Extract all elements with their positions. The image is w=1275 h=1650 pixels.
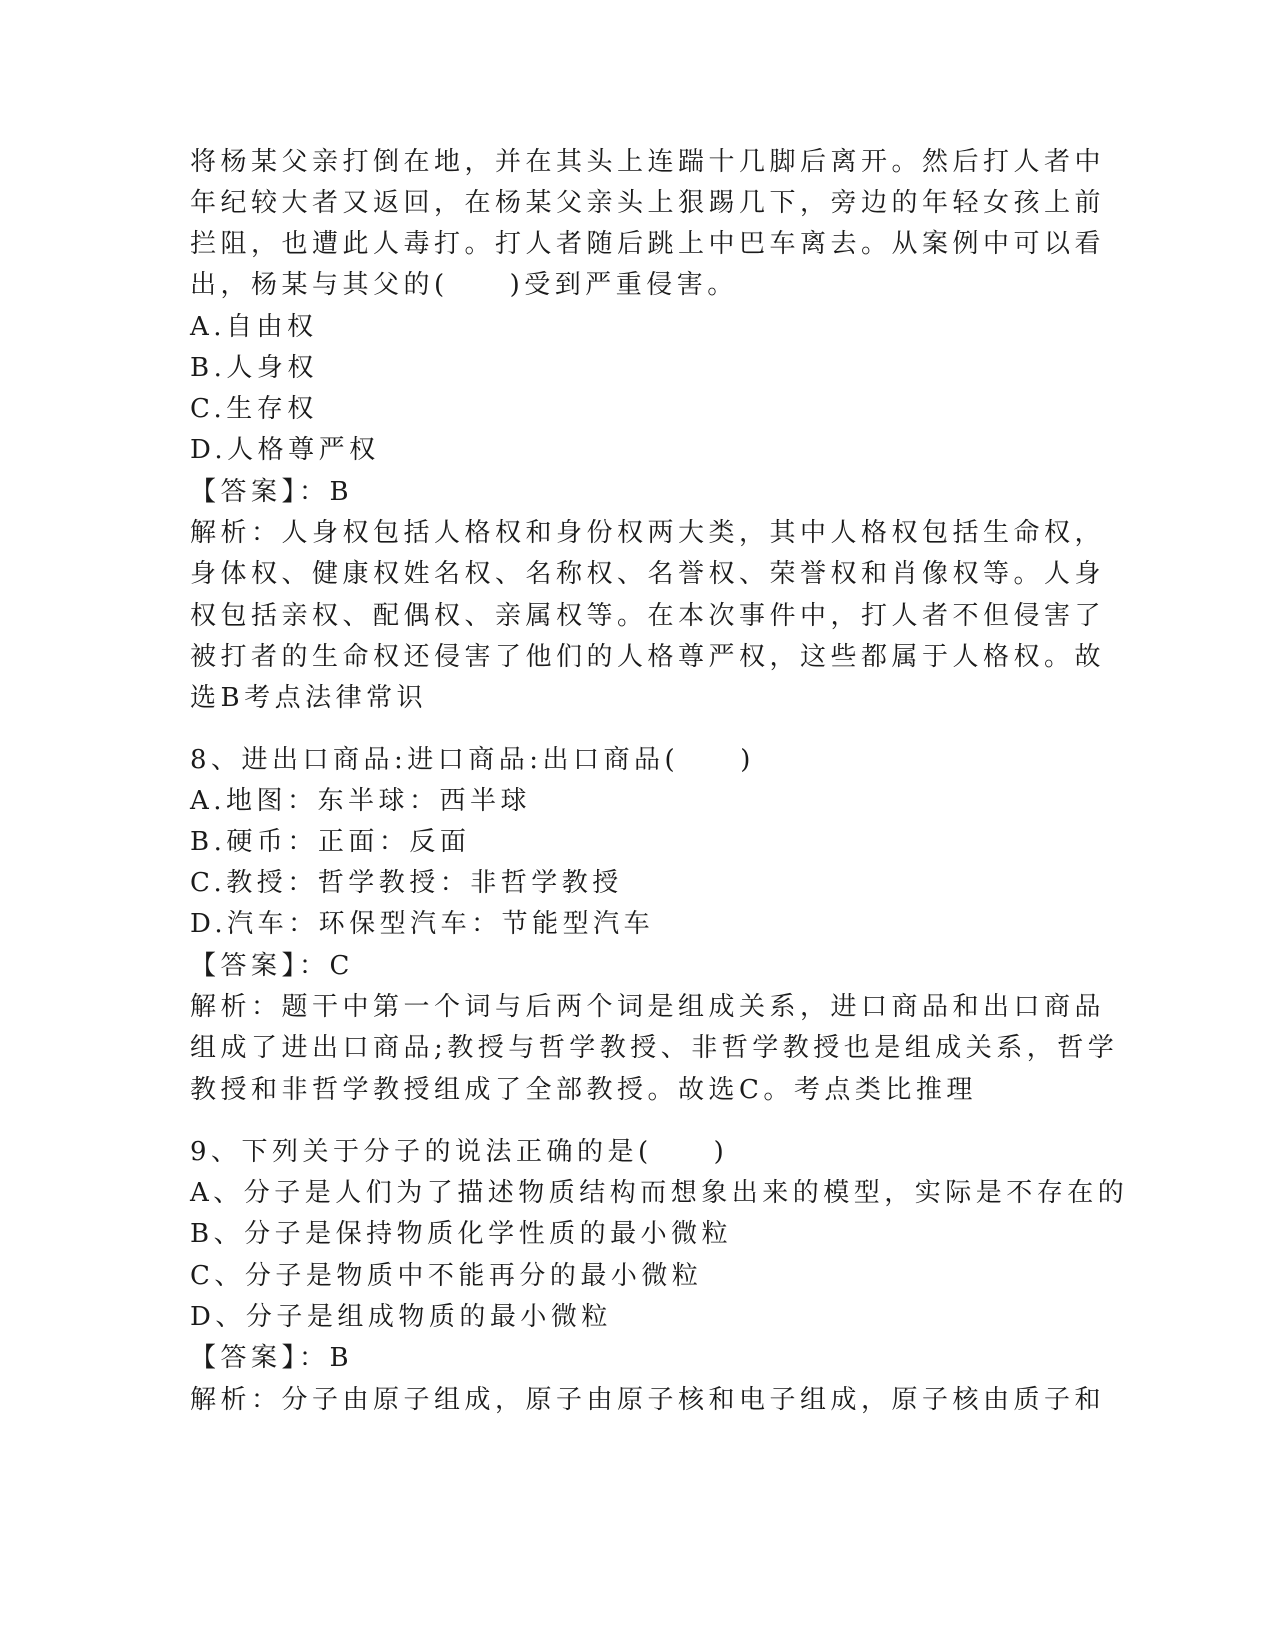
question-8-analysis-line: 解析：题干中第一个词与后两个词是组成关系，进口商品和出口商品 [190, 992, 1106, 1022]
question-7-analysis-line: 权包括亲权、配偶权、亲属权等。在本次事件中，打人者不但侵害了 [190, 601, 1106, 631]
question-7-stem-line: 将杨某父亲打倒在地，并在其头上连踹十几脚后离开。然后打人者中 [190, 147, 1106, 177]
question-8-stem: 8、进出口商品:进口商品:出口商品( ) [190, 745, 755, 775]
question-7-analysis-line: 选B考点法律常识 [190, 683, 428, 713]
question-8-option-d: D.汽车：环保型汽车：节能型汽车 [190, 909, 655, 939]
question-8-answer: 【答案】：C [190, 951, 354, 981]
question-7-analysis-line: 被打者的生命权还侵害了他们的人格尊严权，这些都属于人格权。故 [190, 642, 1106, 672]
question-9-option-a: A、分子是人们为了描述物质结构而想象出来的模型，实际是不存在的 [190, 1178, 1129, 1208]
question-9-option-d: D、分子是组成物质的最小微粒 [190, 1302, 612, 1332]
question-7-analysis-line: 身体权、健康权姓名权、名称权、名誉权、荣誉权和肖像权等。人身 [190, 559, 1106, 589]
question-7-option-d: D.人格尊严权 [190, 435, 380, 465]
question-9-analysis-line: 解析：分子由原子组成，原子由原子核和电子组成，原子核由质子和 [190, 1385, 1106, 1415]
question-8-option-b: B.硬币：正面：反面 [190, 827, 471, 857]
question-9-answer: 【答案】：B [190, 1343, 354, 1373]
question-7-option-a: A.自由权 [190, 312, 318, 342]
question-8-option-c: C.教授：哲学教授：非哲学教授 [190, 868, 623, 898]
question-7-stem-line: 年纪较大者又返回，在杨某父亲头上狠踢几下，旁边的年轻女孩上前 [190, 188, 1106, 218]
question-8-analysis-line: 组成了进出口商品;教授与哲学教授、非哲学教授也是组成关系，哲学 [190, 1033, 1119, 1063]
question-7-analysis-line: 解析：人身权包括人格权和身份权两大类，其中人格权包括生命权， [190, 518, 1106, 548]
question-9-option-b: B、分子是保持物质化学性质的最小微粒 [190, 1219, 733, 1249]
question-7-option-b: B.人身权 [190, 353, 318, 383]
question-7-answer: 【答案】：B [190, 477, 354, 507]
question-8-analysis-line: 教授和非哲学教授组成了全部教授。故选C。考点类比推理 [190, 1075, 977, 1105]
question-7-stem-line: 拦阻，也遭此人毒打。打人者随后跳上中巴车离去。从案例中可以看 [190, 229, 1106, 259]
question-9-option-c: C、分子是物质中不能再分的最小微粒 [190, 1261, 703, 1291]
question-7-option-c: C.生存权 [190, 394, 318, 424]
question-7-stem-line: 出，杨某与其父的( )受到严重侵害。 [190, 270, 738, 300]
question-8-option-a: A.地图：东半球：西半球 [190, 786, 532, 816]
question-9-stem: 9、下列关于分子的说法正确的是( ) [190, 1137, 729, 1167]
